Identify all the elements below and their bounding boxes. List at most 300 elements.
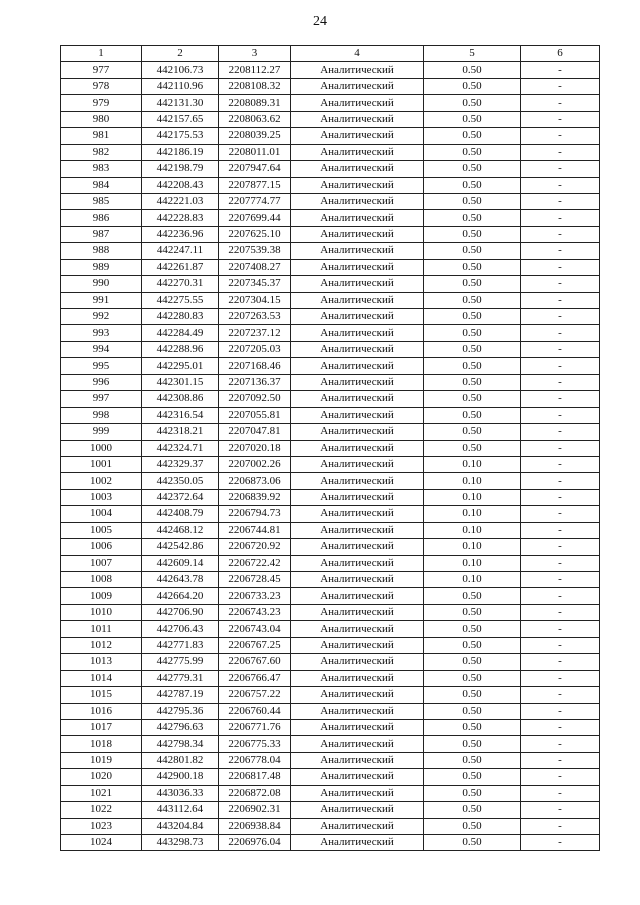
accuracy-cell: 0.50 [424,818,521,834]
accuracy-cell: 0.50 [424,341,521,357]
y-coordinate-cell: 2206744.81 [219,522,291,538]
x-coordinate-cell: 442324.71 [142,440,219,456]
table-row [61,407,600,423]
note-cell: - [521,358,600,374]
method-cell: Аналитический [291,588,424,604]
x-coordinate-cell: 442706.90 [142,604,219,620]
table-row [61,358,600,374]
method-cell: Аналитический [291,161,424,177]
note-cell: - [521,440,600,456]
method-cell: Аналитический [291,407,424,423]
x-coordinate-cell: 442372.64 [142,489,219,505]
y-coordinate-cell: 2206743.23 [219,604,291,620]
note-cell: - [521,522,600,538]
y-coordinate-cell: 2207055.81 [219,407,291,423]
table-row [61,719,600,735]
method-cell: Аналитический [291,62,424,78]
point-number-cell: 997 [61,391,142,407]
method-cell: Аналитический [291,654,424,670]
accuracy-cell: 0.10 [424,572,521,588]
point-number-cell: 1000 [61,440,142,456]
table-row [61,473,600,489]
accuracy-cell: 0.50 [424,95,521,111]
table-row [61,391,600,407]
method-cell: Аналитический [291,522,424,538]
y-coordinate-cell: 2208112.27 [219,62,291,78]
accuracy-cell: 0.10 [424,489,521,505]
accuracy-cell: 0.50 [424,259,521,275]
y-coordinate-cell: 2206728.45 [219,572,291,588]
note-cell: - [521,374,600,390]
accuracy-cell: 0.50 [424,358,521,374]
note-cell: - [521,835,600,851]
note-cell: - [521,588,600,604]
note-cell: - [521,555,600,571]
note-cell: - [521,95,600,111]
note-cell: - [521,226,600,242]
accuracy-cell: 0.50 [424,374,521,390]
method-cell: Аналитический [291,539,424,555]
table-row [61,687,600,703]
note-cell: - [521,128,600,144]
point-number-cell: 1020 [61,769,142,785]
x-coordinate-cell: 442316.54 [142,407,219,423]
note-cell: - [521,572,600,588]
y-coordinate-cell: 2206760.44 [219,703,291,719]
x-coordinate-cell: 442329.37 [142,456,219,472]
y-coordinate-cell: 2206872.08 [219,785,291,801]
note-cell: - [521,407,600,423]
x-coordinate-cell: 442295.01 [142,358,219,374]
table-row [61,736,600,752]
note-cell: - [521,193,600,209]
point-number-cell: 1021 [61,785,142,801]
point-number-cell: 979 [61,95,142,111]
table-row [61,604,600,620]
accuracy-cell: 0.50 [424,309,521,325]
method-cell: Аналитический [291,752,424,768]
method-cell: Аналитический [291,670,424,686]
table-row [61,785,600,801]
table-row [61,62,600,78]
y-coordinate-cell: 2207304.15 [219,292,291,308]
method-cell: Аналитический [291,818,424,834]
x-coordinate-cell: 442308.86 [142,391,219,407]
accuracy-cell: 0.50 [424,719,521,735]
x-coordinate-cell: 442468.12 [142,522,219,538]
point-number-cell: 999 [61,424,142,440]
table-row [61,210,600,226]
x-coordinate-cell: 442706.43 [142,621,219,637]
method-cell: Аналитический [291,785,424,801]
note-cell: - [521,473,600,489]
table-row [61,835,600,851]
x-coordinate-cell: 442228.83 [142,210,219,226]
table-row [61,78,600,94]
x-coordinate-cell: 442408.79 [142,506,219,522]
method-cell: Аналитический [291,226,424,242]
note-cell: - [521,818,600,834]
method-cell: Аналитический [291,424,424,440]
note-cell: - [521,325,600,341]
point-number-cell: 983 [61,161,142,177]
table-row [61,161,600,177]
accuracy-cell: 0.50 [424,802,521,818]
y-coordinate-cell: 2206775.33 [219,736,291,752]
table-row [61,128,600,144]
x-coordinate-cell: 443204.84 [142,818,219,834]
note-cell: - [521,309,600,325]
accuracy-cell: 0.50 [424,621,521,637]
accuracy-cell: 0.50 [424,703,521,719]
x-coordinate-cell: 442779.31 [142,670,219,686]
method-cell: Аналитический [291,769,424,785]
table-row [61,456,600,472]
note-cell: - [521,276,600,292]
x-coordinate-cell: 442643.78 [142,572,219,588]
accuracy-cell: 0.50 [424,424,521,440]
table-row [61,341,600,357]
accuracy-cell: 0.50 [424,440,521,456]
table-row [61,374,600,390]
point-number-cell: 998 [61,407,142,423]
x-coordinate-cell: 442280.83 [142,309,219,325]
note-cell: - [521,604,600,620]
method-cell: Аналитический [291,440,424,456]
x-coordinate-cell: 442801.82 [142,752,219,768]
point-number-cell: 1019 [61,752,142,768]
point-number-cell: 991 [61,292,142,308]
point-number-cell: 1011 [61,621,142,637]
accuracy-cell: 0.50 [424,193,521,209]
note-cell: - [521,456,600,472]
y-coordinate-cell: 2207092.50 [219,391,291,407]
accuracy-cell: 0.50 [424,785,521,801]
note-cell: - [521,539,600,555]
x-coordinate-cell: 442787.19 [142,687,219,703]
table-row [61,637,600,653]
table-row [61,506,600,522]
note-cell: - [521,703,600,719]
x-coordinate-cell: 443298.73 [142,835,219,851]
note-cell: - [521,144,600,160]
point-number-cell: 1017 [61,719,142,735]
method-cell: Аналитический [291,243,424,259]
point-number-cell: 994 [61,341,142,357]
y-coordinate-cell: 2207408.27 [219,259,291,275]
x-coordinate-cell: 442301.15 [142,374,219,390]
point-number-cell: 1015 [61,687,142,703]
y-coordinate-cell: 2206938.84 [219,818,291,834]
method-cell: Аналитический [291,374,424,390]
accuracy-cell: 0.50 [424,752,521,768]
note-cell: - [521,62,600,78]
x-coordinate-cell: 442542.86 [142,539,219,555]
y-coordinate-cell: 2207947.64 [219,161,291,177]
table-row [61,95,600,111]
point-number-cell: 984 [61,177,142,193]
note-cell: - [521,736,600,752]
note-cell: - [521,243,600,259]
accuracy-cell: 0.10 [424,555,521,571]
accuracy-cell: 0.50 [424,78,521,94]
note-cell: - [521,687,600,703]
table-row [61,309,600,325]
x-coordinate-cell: 442221.03 [142,193,219,209]
point-number-cell: 996 [61,374,142,390]
note-cell: - [521,802,600,818]
table-body [61,62,600,851]
table-row [61,670,600,686]
y-coordinate-cell: 2206771.76 [219,719,291,735]
accuracy-cell: 0.50 [424,111,521,127]
method-cell: Аналитический [291,128,424,144]
note-cell: - [521,341,600,357]
column-header: 2 [142,46,219,62]
point-number-cell: 1013 [61,654,142,670]
x-coordinate-cell: 442261.87 [142,259,219,275]
point-number-cell: 1024 [61,835,142,851]
method-cell: Аналитический [291,506,424,522]
y-coordinate-cell: 2206757.22 [219,687,291,703]
table-row [61,292,600,308]
accuracy-cell: 0.50 [424,292,521,308]
x-coordinate-cell: 443036.33 [142,785,219,801]
accuracy-cell: 0.50 [424,243,521,259]
method-cell: Аналитический [291,358,424,374]
method-cell: Аналитический [291,144,424,160]
note-cell: - [521,210,600,226]
accuracy-cell: 0.50 [424,654,521,670]
accuracy-cell: 0.50 [424,144,521,160]
note-cell: - [521,259,600,275]
method-cell: Аналитический [291,719,424,735]
y-coordinate-cell: 2208039.25 [219,128,291,144]
accuracy-cell: 0.10 [424,473,521,489]
accuracy-cell: 0.50 [424,226,521,242]
point-number-cell: 1009 [61,588,142,604]
point-number-cell: 1006 [61,539,142,555]
table-row [61,276,600,292]
method-cell: Аналитический [291,177,424,193]
accuracy-cell: 0.10 [424,522,521,538]
accuracy-cell: 0.50 [424,637,521,653]
point-number-cell: 1008 [61,572,142,588]
table-row [61,522,600,538]
y-coordinate-cell: 2207774.77 [219,193,291,209]
accuracy-cell: 0.50 [424,588,521,604]
table-row [61,621,600,637]
point-number-cell: 1010 [61,604,142,620]
y-coordinate-cell: 2207205.03 [219,341,291,357]
x-coordinate-cell: 442131.30 [142,95,219,111]
point-number-cell: 990 [61,276,142,292]
point-number-cell: 1002 [61,473,142,489]
x-coordinate-cell: 442284.49 [142,325,219,341]
x-coordinate-cell: 442157.65 [142,111,219,127]
y-coordinate-cell: 2207877.15 [219,177,291,193]
method-cell: Аналитический [291,210,424,226]
method-cell: Аналитический [291,604,424,620]
accuracy-cell: 0.10 [424,456,521,472]
x-coordinate-cell: 442208.43 [142,177,219,193]
table-row [61,111,600,127]
method-cell: Аналитический [291,489,424,505]
method-cell: Аналитический [291,259,424,275]
note-cell: - [521,292,600,308]
coordinates-table [60,45,600,851]
accuracy-cell: 0.10 [424,539,521,555]
method-cell: Аналитический [291,309,424,325]
y-coordinate-cell: 2207237.12 [219,325,291,341]
x-coordinate-cell: 442110.96 [142,78,219,94]
accuracy-cell: 0.50 [424,128,521,144]
table-row [61,226,600,242]
column-header: 5 [424,46,521,62]
table-row [61,424,600,440]
point-number-cell: 988 [61,243,142,259]
point-number-cell: 1005 [61,522,142,538]
note-cell: - [521,670,600,686]
point-number-cell: 980 [61,111,142,127]
column-header: 4 [291,46,424,62]
point-number-cell: 992 [61,309,142,325]
y-coordinate-cell: 2208063.62 [219,111,291,127]
note-cell: - [521,785,600,801]
accuracy-cell: 0.50 [424,325,521,341]
x-coordinate-cell: 442288.96 [142,341,219,357]
y-coordinate-cell: 2206794.73 [219,506,291,522]
point-number-cell: 1001 [61,456,142,472]
note-cell: - [521,506,600,522]
y-coordinate-cell: 2206720.92 [219,539,291,555]
table-row [61,769,600,785]
y-coordinate-cell: 2208089.31 [219,95,291,111]
point-number-cell: 1012 [61,637,142,653]
x-coordinate-cell: 442318.21 [142,424,219,440]
point-number-cell: 987 [61,226,142,242]
x-coordinate-cell: 442796.63 [142,719,219,735]
accuracy-cell: 0.50 [424,670,521,686]
accuracy-cell: 0.50 [424,736,521,752]
x-coordinate-cell: 442275.55 [142,292,219,308]
table-row [61,818,600,834]
accuracy-cell: 0.50 [424,276,521,292]
accuracy-cell: 0.50 [424,835,521,851]
x-coordinate-cell: 442270.31 [142,276,219,292]
accuracy-cell: 0.10 [424,506,521,522]
y-coordinate-cell: 2206722.42 [219,555,291,571]
method-cell: Аналитический [291,736,424,752]
y-coordinate-cell: 2206817.48 [219,769,291,785]
method-cell: Аналитический [291,802,424,818]
point-number-cell: 978 [61,78,142,94]
y-coordinate-cell: 2208108.32 [219,78,291,94]
method-cell: Аналитический [291,473,424,489]
y-coordinate-cell: 2208011.01 [219,144,291,160]
point-number-cell: 1014 [61,670,142,686]
y-coordinate-cell: 2207625.10 [219,226,291,242]
method-cell: Аналитический [291,325,424,341]
point-number-cell: 1022 [61,802,142,818]
accuracy-cell: 0.50 [424,391,521,407]
y-coordinate-cell: 2207168.46 [219,358,291,374]
point-number-cell: 1004 [61,506,142,522]
y-coordinate-cell: 2206839.92 [219,489,291,505]
y-coordinate-cell: 2207699.44 [219,210,291,226]
method-cell: Аналитический [291,78,424,94]
x-coordinate-cell: 442186.19 [142,144,219,160]
x-coordinate-cell: 442795.36 [142,703,219,719]
y-coordinate-cell: 2207002.26 [219,456,291,472]
point-number-cell: 989 [61,259,142,275]
table-header-row [61,46,600,62]
point-number-cell: 981 [61,128,142,144]
point-number-cell: 985 [61,193,142,209]
note-cell: - [521,111,600,127]
note-cell: - [521,621,600,637]
point-number-cell: 1003 [61,489,142,505]
x-coordinate-cell: 442900.18 [142,769,219,785]
x-coordinate-cell: 443112.64 [142,802,219,818]
table-row [61,440,600,456]
y-coordinate-cell: 2206766.47 [219,670,291,686]
note-cell: - [521,391,600,407]
column-header: 6 [521,46,600,62]
point-number-cell: 982 [61,144,142,160]
note-cell: - [521,177,600,193]
y-coordinate-cell: 2207539.38 [219,243,291,259]
y-coordinate-cell: 2206873.06 [219,473,291,489]
y-coordinate-cell: 2206767.60 [219,654,291,670]
point-number-cell: 986 [61,210,142,226]
point-number-cell: 977 [61,62,142,78]
table-row [61,144,600,160]
point-number-cell: 993 [61,325,142,341]
x-coordinate-cell: 442175.53 [142,128,219,144]
table-row [61,489,600,505]
note-cell: - [521,752,600,768]
table-row [61,703,600,719]
x-coordinate-cell: 442198.79 [142,161,219,177]
y-coordinate-cell: 2207136.37 [219,374,291,390]
table-row [61,654,600,670]
method-cell: Аналитический [291,276,424,292]
method-cell: Аналитический [291,572,424,588]
accuracy-cell: 0.50 [424,687,521,703]
point-number-cell: 1023 [61,818,142,834]
method-cell: Аналитический [291,703,424,719]
method-cell: Аналитический [291,835,424,851]
y-coordinate-cell: 2206778.04 [219,752,291,768]
method-cell: Аналитический [291,95,424,111]
method-cell: Аналитический [291,456,424,472]
note-cell: - [521,719,600,735]
x-coordinate-cell: 442106.73 [142,62,219,78]
method-cell: Аналитический [291,292,424,308]
x-coordinate-cell: 442771.83 [142,637,219,653]
table-row [61,588,600,604]
table-row [61,572,600,588]
y-coordinate-cell: 2207263.53 [219,309,291,325]
point-number-cell: 1018 [61,736,142,752]
accuracy-cell: 0.50 [424,210,521,226]
table-row [61,539,600,555]
method-cell: Аналитический [291,687,424,703]
note-cell: - [521,654,600,670]
note-cell: - [521,78,600,94]
column-header: 1 [61,46,142,62]
